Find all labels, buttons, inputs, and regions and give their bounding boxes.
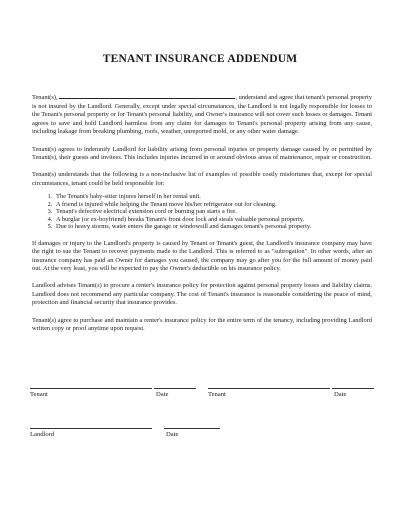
document-title: TENANT INSURANCE ADDENDUM: [102, 53, 298, 65]
date-label-3: Date: [166, 431, 179, 438]
paragraph-personal-property: [32, 92, 372, 137]
tenant-signature-line-2[interactable]: [208, 388, 330, 389]
paragraph-misfortunes: Tenant(s) understands that the following is a non-inclusive list of examples of possible costly misfortunes that, except for special circumstances, tenant could be held responsible for:: [32, 171, 372, 187]
example-item: 1. The Tenant's baby-sitter injures herself in her rental unit.: [54, 193, 374, 201]
paragraph-personal-property-body: , understand and agree that tenant's personal property is not insured by the Landlord. Generally, except under special circumstances, the Landlord is not legally responsible for losses to the Tenant's personal property or for Tenant's personal liability, and Owner's insurance will not cover such losses or damages. Tenant agrees to save and hold Landlord harmless from any claim for damages to Tenant's personal property arising from any cause, including leakage from breaking plumbing, roofs, weather, unreported mold, or any other water damage.: [32, 94, 372, 136]
date-line-1[interactable]: [154, 388, 196, 389]
tenant-name-blank[interactable]: [59, 92, 235, 99]
date-label-2: Date: [334, 391, 347, 398]
paragraph-renters-insurance: Landlord advises Tenant(s) to procure a renter's insurance policy for protection against personal property losses and liability claims. Landlord does not recommend any particular company. The cost of Tenant's insurance is reasonable considering the peace of mind, protection and financial security that insurance provides.: [32, 282, 372, 307]
date-line-2[interactable]: [332, 388, 374, 389]
examples-list: [44, 193, 374, 231]
date-line-3[interactable]: [164, 428, 220, 429]
paragraph-agreement: Tenant(s) agree to purchase and maintain a renter's insurance policy for the entire term of the tenancy, including providing Landlord written copy or proof anytime upon request.: [32, 316, 372, 333]
tenant-signature-line-1[interactable]: [30, 388, 152, 389]
paragraph-indemnify: Tenant(s) agrees to indemnify Landlord for liability arising from personal injuries or property damage caused by or permitted by Tenant(s), their guests and invitees. This includes injuries incurred in or around obvious areas of maintenance, repair or construction.: [32, 145, 372, 162]
example-item: 4. A burglar (or ex-boyfriend) breaks Tenant's front door lock and steals valuable personal property.: [54, 216, 374, 224]
example-item: 5. Due to heavy storms, water enters the garage or windowsill and damages tenant's personal property.: [54, 223, 374, 231]
paragraph-subrogation: If damages or injury to the Landlord's property is caused by Tenant or Tenant's guest, the Landlord's insurance company may have the right to sue the Tenant to recover payments made to the Landlord. This is referred to as "subrogation". In other words, after an insurance company has paid an Owner for damages you caused, the company may go after you for the full amount of money paid out. At the very least, you will be expected to pay the Owner's deductible on his insurance policy.: [32, 239, 372, 273]
landlord-label: Landlord: [30, 431, 55, 438]
tenant-label-2: Tenant: [208, 391, 226, 398]
landlord-signature-line[interactable]: [30, 428, 152, 429]
example-item: 3. Tenant's defective electrical extension cord or burning pan starts a fire.: [54, 208, 374, 216]
date-label-1: Date: [156, 391, 169, 398]
tenant-label-1: Tenant: [30, 391, 48, 398]
example-item: 2. A friend is injured while helping the Tenant move his/her refrigerator out for cleaning.: [54, 201, 374, 209]
tenant-prefix: Tenant(s),: [32, 94, 58, 101]
